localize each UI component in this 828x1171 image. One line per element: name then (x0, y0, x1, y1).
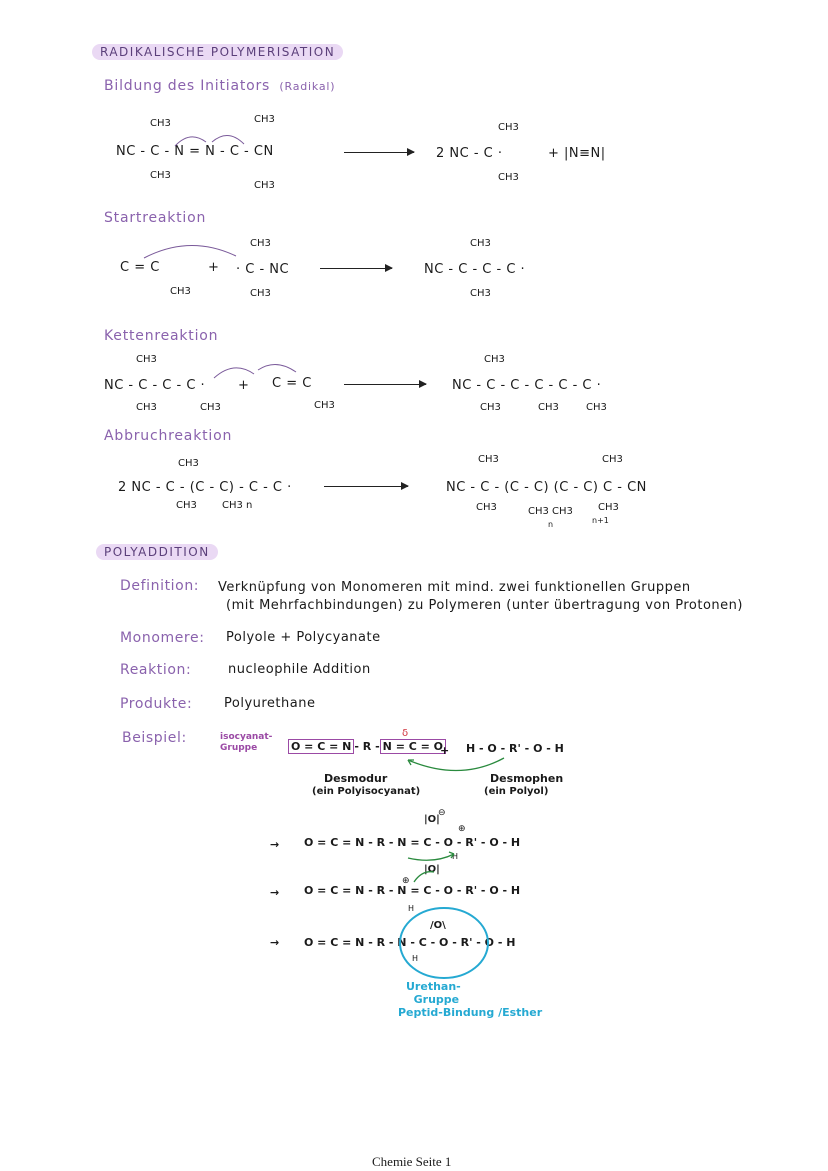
init-ch3-bot-1: CH3 (150, 170, 171, 181)
step3-formula: O = C = N - R - N - C - O - R' - O - H (304, 936, 516, 949)
step1-formula: O = C = N - R - N = C - O - R' - O - H (304, 836, 521, 849)
monomers-label: Monomere: (120, 630, 205, 646)
isocyanate-note-2: Gruppe (220, 743, 258, 753)
start-rad-ch3-bot: CH3 (250, 288, 271, 299)
init-right-ch3-bot: CH3 (498, 172, 519, 183)
start-alkene: C = C (120, 260, 160, 275)
example-label: Beispiel: (122, 730, 187, 746)
start-electron-arrow (140, 240, 240, 260)
term-left-formula: 2 NC - C - (C - C) - C - C · (118, 480, 292, 495)
term-right-ch3-top-2: CH3 (602, 454, 623, 465)
term-right-ch3-bot-2: CH3 (528, 506, 549, 517)
section-title-polyaddition: POLYADDITION (96, 544, 218, 560)
desmodur-name: Desmodur (324, 772, 388, 785)
chain-ch3-bot-3: CH3 (314, 400, 335, 411)
chain-right-ch3-bot-1: CH3 (480, 402, 501, 413)
step2-oxygen-top: |O| (424, 864, 440, 875)
reaction-arrow-termination (324, 486, 408, 487)
isocyanate-group-note (220, 732, 272, 754)
definition-line-2: (mit Mehrfachbindungen) zu Polymeren (unter übertragung von Protonen) (226, 598, 743, 613)
init-ch3-bot-2: CH3 (254, 180, 275, 191)
chain-right-ch3-bot-3: CH3 (586, 402, 607, 413)
term-right-ch3-bot-1: CH3 (476, 502, 497, 513)
products-label: Produkte: (120, 696, 193, 712)
step1-charge: ⊖ (438, 808, 446, 818)
chain-right-ch3-bot-2: CH3 (538, 402, 559, 413)
reaction-arrow-initiator (344, 152, 414, 153)
chain-electron-arrows (210, 358, 300, 380)
section-title-radical: RADIKALISCHE POLYMERISATION (92, 44, 343, 60)
term-right-n: n (548, 520, 554, 529)
isocyanate-note-1: isocyanat- (220, 732, 273, 742)
reactant-1-mid: - R - (354, 740, 380, 753)
start-radical: · C - NC (236, 262, 290, 277)
reactant-1 (288, 740, 446, 753)
desmodur-desc: (ein Polyisocyanat) (312, 786, 421, 797)
term-left-n: n (246, 500, 253, 511)
start-right-ch3-bot: CH3 (470, 288, 491, 299)
delta-minus: δ (402, 728, 409, 739)
chain-alkene: C = C (272, 376, 312, 391)
chain-ch3-top: CH3 (136, 354, 157, 365)
reaction-label: Reaktion: (120, 662, 192, 678)
term-ch3-bot-2: CH3 (222, 500, 243, 511)
reactant-plus: + (440, 744, 450, 757)
urethane-peptide-note: Peptid-Bindung /Esther (398, 1006, 543, 1019)
heading-chain: Kettenreaktion (104, 328, 219, 344)
heading-initiator (104, 78, 335, 94)
chain-right-ch3-top: CH3 (484, 354, 505, 365)
reactant-2: H - O - R' - O - H (466, 742, 564, 755)
term-right-ch3-top-1: CH3 (478, 454, 499, 465)
urethane-circle (396, 904, 492, 982)
isocyanate-box-left: O = C = N (288, 739, 354, 754)
init-left-formula: NC - C - N = N - C - CN (116, 144, 274, 159)
isocyanate-box-right: N = C = O (380, 739, 446, 754)
term-ch3-bot-1: CH3 (176, 500, 197, 511)
definition-line-1: Verknüpfung von Monomeren mit mind. zwei funktionellen Gruppen (218, 580, 691, 595)
heading-termination: Abbruchreaktion (104, 428, 233, 444)
reaction-value: nucleophile Addition (228, 662, 371, 677)
term-right-n1: n+1 (592, 516, 609, 525)
urethane-label-2: Gruppe (413, 993, 460, 1006)
step3-arrow: → (270, 936, 280, 949)
start-right-formula: NC - C - C - C · (424, 262, 526, 277)
start-ch3: CH3 (170, 286, 191, 297)
step1-oxygen-top: |O| (424, 814, 440, 825)
step2-electron-arrow (408, 868, 438, 886)
definition-label: Definition: (120, 578, 200, 594)
start-plus: + (208, 260, 220, 275)
urethane-label-1: Urethan- (406, 980, 461, 993)
init-ch3-top-1: CH3 (150, 118, 171, 129)
heading-start: Startreaktion (104, 210, 207, 226)
products-value: Polyurethane (224, 696, 316, 711)
step2-h: H (408, 904, 415, 913)
chain-right-formula: NC - C - C - C - C - C · (452, 378, 602, 393)
init-right-ch3-top: CH3 (498, 122, 519, 133)
urethane-label (406, 980, 461, 1006)
step1-h: H (452, 852, 459, 861)
chain-ch3-bot-2: CH3 (200, 402, 221, 413)
start-right-ch3-top: CH3 (470, 238, 491, 249)
heading-initiator-note: (Radikal) (279, 80, 336, 93)
step1-arrow: → (270, 838, 280, 851)
page-footer: Chemie Seite 1 (372, 1154, 452, 1169)
reaction-arrow-start (320, 268, 392, 269)
step2-formula: O = C = N - R - N = C - O - R' - O - H (304, 884, 521, 897)
chain-plus: + (238, 378, 250, 393)
term-right-formula: NC - C - (C - C) (C - C) C - CN (446, 480, 647, 495)
term-ch3-top: CH3 (178, 458, 199, 469)
term-right-ch3-bot-4: CH3 (598, 502, 619, 513)
desmophen-name: Desmophen (490, 772, 564, 785)
step2-arrow: → (270, 886, 280, 899)
chain-ch3-bot-1: CH3 (136, 402, 157, 413)
init-ch3-top-2: CH3 (254, 114, 275, 125)
desmophen-desc: (ein Polyol) (484, 786, 549, 797)
init-right-formula: 2 NC - C · (436, 146, 503, 161)
step1-proton-arrow (404, 848, 458, 864)
heading-initiator-text: Bildung des Initiators (104, 78, 271, 94)
term-right-ch3-bot-3: CH3 (552, 506, 573, 517)
step1-charge-2: ⊕ (458, 824, 466, 834)
reaction-arrow-chain (344, 384, 426, 385)
chain-left-formula: NC - C - C - C · (104, 378, 206, 393)
electron-shift-arrows (170, 128, 250, 148)
step3-h: H (412, 954, 419, 963)
step2-charge: ⊕ (402, 876, 410, 886)
init-right-nitrogen: + |N≡N| (548, 146, 606, 161)
step3-oxygen-top: /O\ (430, 920, 446, 931)
monomers-value: Polyole + Polycyanate (226, 630, 381, 645)
start-rad-ch3-top: CH3 (250, 238, 271, 249)
